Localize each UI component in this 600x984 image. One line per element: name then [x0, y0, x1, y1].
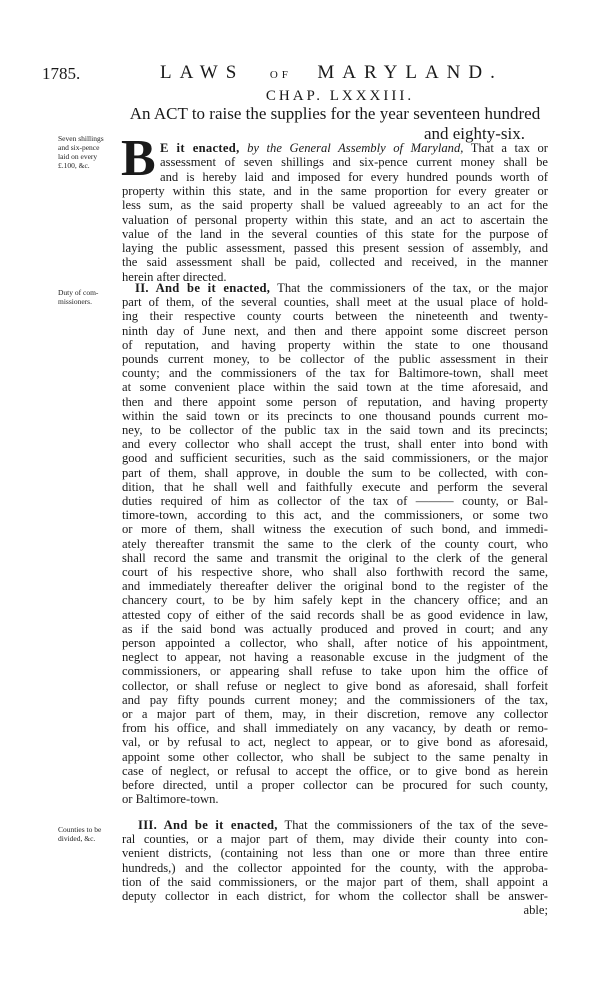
text-line [122, 565, 548, 579]
enacting-clause: E it enacted, [160, 141, 240, 155]
line-text: timore-town, according to this act, and the commissioners, or some two [122, 508, 548, 523]
act-title-line-1: An ACT to raise the supplies for the year seventeen hundred [129, 104, 541, 123]
line-text: dition, that he shall well and faithfully execute and perform the several [122, 479, 548, 494]
text-line [122, 778, 548, 792]
text-line [122, 750, 548, 764]
text-line [122, 875, 548, 889]
text-line [122, 846, 548, 860]
line-text: of reputation, and having property within the state to one thousand [122, 337, 548, 352]
line-text: and immediately thereafter deliver the original bond to the register of the [122, 579, 548, 594]
line-text: and every collector who shall accept the trust, shall enter into bond with [122, 437, 548, 452]
text-line [160, 155, 548, 169]
line-text: case of neglect, or refusal to accept the office, or to give bond as herein [122, 763, 548, 778]
margin-note-line: missioners. [58, 297, 92, 306]
running-title-laws: LAWS [160, 62, 245, 83]
text-line [122, 338, 548, 352]
text-line [122, 409, 548, 423]
line-text: able; [523, 903, 548, 918]
line-text: herein after directed. [122, 269, 227, 284]
margin-note-line: Counties to be [58, 825, 102, 834]
line-text: venient districts, (containing not less than one or more than three entire [122, 846, 548, 861]
text-line [122, 480, 548, 494]
line-text: neglect to appear, not having a reasonable excuse in the judgment of the [122, 650, 548, 665]
margin-note-line: Seven shillings [58, 134, 104, 143]
line-text: That a tax or [470, 141, 548, 155]
line-text: or more of them, shall witness the execution of such bond, and immedi- [122, 522, 548, 537]
line-text: as if the said bond was actually produced and proved in court; and any [122, 621, 548, 636]
line-text: ney, to be collector of the public tax in the said town and its precincts; [122, 423, 548, 437]
act-title-line-2: and eighty-six. [423, 124, 525, 143]
line-text: or a major part of them, may, in their discretion, remove any collector [122, 707, 548, 721]
page-year: 1785. [42, 64, 81, 83]
text-line [122, 295, 548, 309]
text-line [160, 141, 548, 155]
text-line [122, 309, 548, 323]
margin-note-line: and six-pence [58, 143, 100, 152]
line-text: chancery court, to be by him safely kept in the chancery office; and an [122, 593, 548, 608]
margin-note-line: laid on every [58, 152, 98, 161]
text-line [122, 437, 548, 451]
text-line [122, 861, 548, 875]
line-text: and pay fifty pounds current money; and the commissioners of the tax, [122, 692, 548, 707]
text-line [122, 608, 548, 622]
line-text: at some convenient place within the said town at the time aforesaid, and [122, 380, 548, 395]
line-text: valuation of personal property within this state, and an act to ascertain the [122, 212, 548, 227]
line-text: value of the land in the several counties of this state for the purpose of [122, 226, 548, 241]
line-text: deputy collector in each district, for whom the collector shall be answer- [122, 889, 548, 903]
line-text: laying the public assessment, passed this present session of assembly, and [122, 241, 548, 256]
text-line [122, 522, 548, 536]
text-line [122, 241, 548, 255]
text-line [138, 818, 548, 832]
text-line [122, 792, 548, 806]
text-line [122, 721, 548, 735]
enacting-clause: II. And be it enacted, [135, 281, 271, 295]
text-line [122, 832, 548, 846]
line-text: ing their respective county courts between the nineteenth and twenty- [122, 309, 548, 324]
line-text: then and there appoint some person of reputation, and having property [122, 394, 548, 409]
margin-note [58, 134, 118, 170]
line-text: good and sufficient securities, such as the said commissioners, or the major [122, 451, 548, 466]
text-line [122, 255, 548, 269]
text-line [122, 679, 548, 693]
text-line [122, 889, 548, 903]
running-title-of: OF [269, 69, 292, 81]
line-text: ninth day of June next, and then and there appoint some discreet person [122, 323, 548, 338]
text-line [122, 735, 548, 749]
margin-note-line: divided, &c. [58, 834, 96, 843]
line-text: within the said town or its precincts to one thousand pounds current mo- [122, 408, 548, 423]
line-text: commissioners, or appearing shall refuse to take upon him the office of [122, 664, 548, 679]
text-line [122, 494, 548, 508]
text-line [122, 579, 548, 593]
text-line [122, 764, 548, 778]
line-text: property within this state, and in the same proportion for every greater or [122, 183, 548, 198]
text-line [122, 707, 548, 721]
line-text: person appointed a collector, who shall, after notice of his appointment, [122, 636, 548, 650]
line-text: That the commissioners of the tax of the seve- [284, 818, 548, 832]
text-line [122, 537, 548, 551]
line-text: That the commissioners of the tax, or the major [277, 281, 549, 295]
line-text: county; and the commissioners of the tax for Baltimore-town, shall meet [122, 366, 548, 381]
text-line [122, 664, 548, 678]
line-text: assessment of seven shillings and six-pence current money shall be [160, 155, 548, 170]
text-line [122, 508, 548, 522]
margin-note [58, 288, 118, 306]
line-text: part of them, of the several counties, shall meet at the usual place of hold- [122, 295, 548, 310]
enacting-clause: III. And be it enacted, [138, 818, 278, 832]
text-line [122, 324, 548, 338]
text-line [122, 650, 548, 664]
line-text: less sum, as the said property shall be valued agreeably to an act for the [122, 198, 548, 213]
line-text: ately thereafter transmit the same to the clerk of the county court, who [122, 536, 548, 551]
line-text: appoint some other collector, who shall be subject to the same penalty in [122, 749, 548, 764]
text-line [122, 903, 548, 917]
line-text: the said assessment shall be paid, collected and received, in the manner [122, 255, 548, 270]
line-text: collector, or shall refuse or neglect to give bond as aforesaid, shall forfeit [122, 678, 548, 693]
line-text: duties required of him as collector of the tax of ——— county, or Bal- [122, 494, 548, 508]
text-line [122, 451, 548, 465]
text-line [122, 198, 548, 212]
margin-note [58, 825, 118, 843]
text-line [122, 423, 548, 437]
running-title-maryland: MARYLAND. [317, 62, 503, 83]
text-line [122, 366, 548, 380]
text-line [122, 213, 548, 227]
text-line [122, 227, 548, 241]
line-text: shall record the same and transmit the original to the clerk of the general [122, 550, 548, 565]
line-text: hundreds,) and the collector appointed for the county, with the approba- [122, 860, 548, 875]
line-text: ral counties, or a major part of them, may divide their county into con- [122, 832, 548, 847]
line-text: val, or by refusal to act, neglect to appear, or to give bond as aforesaid, [122, 735, 548, 750]
line-text: pounds current money, to be collector of the public assessment in their [122, 352, 548, 366]
text-line [122, 466, 548, 480]
text-line [122, 380, 548, 394]
running-title [160, 62, 503, 84]
line-text: and is hereby laid and imposed for every hundred pounds worth of [160, 169, 548, 184]
text-line [122, 551, 548, 565]
chapter-heading: CHAP. LXXXIII. [265, 88, 415, 104]
enacting-authority: by the General Assembly of Maryland, [247, 141, 464, 155]
text-line [122, 693, 548, 707]
line-text: before directed, until a proper collector can be procured for such county, [122, 778, 548, 792]
line-text: part of them, shall approve, in double the sum to be collected, with con- [122, 465, 548, 480]
text-line [135, 281, 548, 295]
line-text: or Baltimore-town. [122, 792, 219, 807]
text-line [160, 170, 548, 184]
line-text: tion of the said commissioners, or the major part of them, shall appoint a [122, 874, 548, 889]
line-text: court of his respective shore, who shall also forthwith record the same, [122, 565, 548, 579]
margin-note-line: Duty of com- [58, 288, 99, 297]
text-line [122, 622, 548, 636]
text-line [122, 593, 548, 607]
text-line [122, 395, 548, 409]
text-line [122, 352, 548, 366]
margin-note-line: £.100, &c. [58, 161, 90, 170]
line-text: attested copy of either of the said records shall be as good evidence in law, [122, 607, 548, 622]
text-line [122, 184, 548, 198]
drop-cap: B [121, 130, 156, 187]
line-text: from his office, and shall immediately on any vacancy, by death or remo- [122, 721, 548, 736]
text-line [122, 636, 548, 650]
